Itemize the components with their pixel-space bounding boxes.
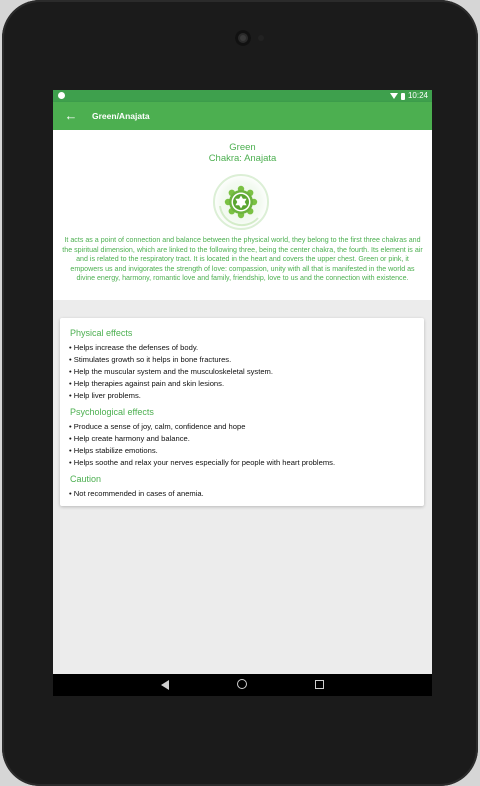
physical-effect-item: • Helps increase the defenses of body.	[69, 343, 199, 352]
chakra-description: It acts as a point of connection and balance between the physical world, they belong to the first three chakras and the spiritual dimension, which are linked to the following three, being the center chakra, the fourth. Its element is air and is related to the respiratory tract. It is located in the heart and covers the upper chest. Green or pink, it empowers us and invigorates the strength of love: compassion, unity with all that is manifested in the world as divine energy, harmony, romantic love and family, friendship, love to us and the connection with existence.	[62, 236, 423, 283]
status-bar	[53, 90, 432, 102]
battery-icon	[401, 93, 405, 100]
chakra-name: Chakra: Anajata	[208, 153, 277, 164]
nav-recent-apps-icon[interactable]	[315, 680, 324, 689]
navigation-bar	[53, 674, 432, 696]
page-title: Green/Anajata	[92, 111, 150, 121]
notification-icon	[58, 92, 65, 99]
physical-effect-item: • Stimulates growth so it helps in bone fractures.	[69, 355, 232, 364]
tablet-device	[2, 0, 478, 786]
color-name: Green	[229, 142, 256, 153]
physical-effects-title: Physical effects	[70, 328, 133, 338]
status-right-group	[390, 91, 428, 101]
psychological-effect-item: • Produce a sense of joy, calm, confidence and hope	[69, 422, 246, 431]
psychological-effect-item: • Helps stabilize emotions.	[69, 446, 158, 455]
psychological-effect-item: • Helps soothe and relax your nerves especially for people with heart problems.	[69, 458, 336, 467]
status-time: 10:24	[407, 91, 428, 100]
wifi-icon	[390, 93, 398, 99]
front-camera	[235, 30, 251, 46]
chakra-header	[53, 130, 432, 300]
psychological-effects-title: Psychological effects	[70, 407, 154, 417]
psychological-effect-item: • Help create harmony and balance.	[69, 434, 190, 443]
physical-effect-item: • Help therapies against pain and skin lesions.	[69, 379, 225, 388]
back-arrow-icon[interactable]: ←	[64, 108, 78, 123]
nav-back-icon[interactable]	[161, 680, 169, 690]
caution-item: • Not recommended in cases of anemia.	[69, 489, 204, 498]
heart-chakra-emblem-icon	[210, 173, 272, 231]
physical-effect-item: • Help the muscular system and the musculoskeletal system.	[69, 367, 273, 376]
effects-card	[60, 318, 424, 506]
caution-title: Caution	[70, 474, 102, 484]
physical-effect-item: • Help liver problems.	[69, 391, 141, 400]
light-sensor	[258, 35, 264, 41]
nav-home-icon[interactable]	[237, 679, 247, 689]
screen	[53, 90, 432, 696]
app-bar	[53, 102, 432, 130]
